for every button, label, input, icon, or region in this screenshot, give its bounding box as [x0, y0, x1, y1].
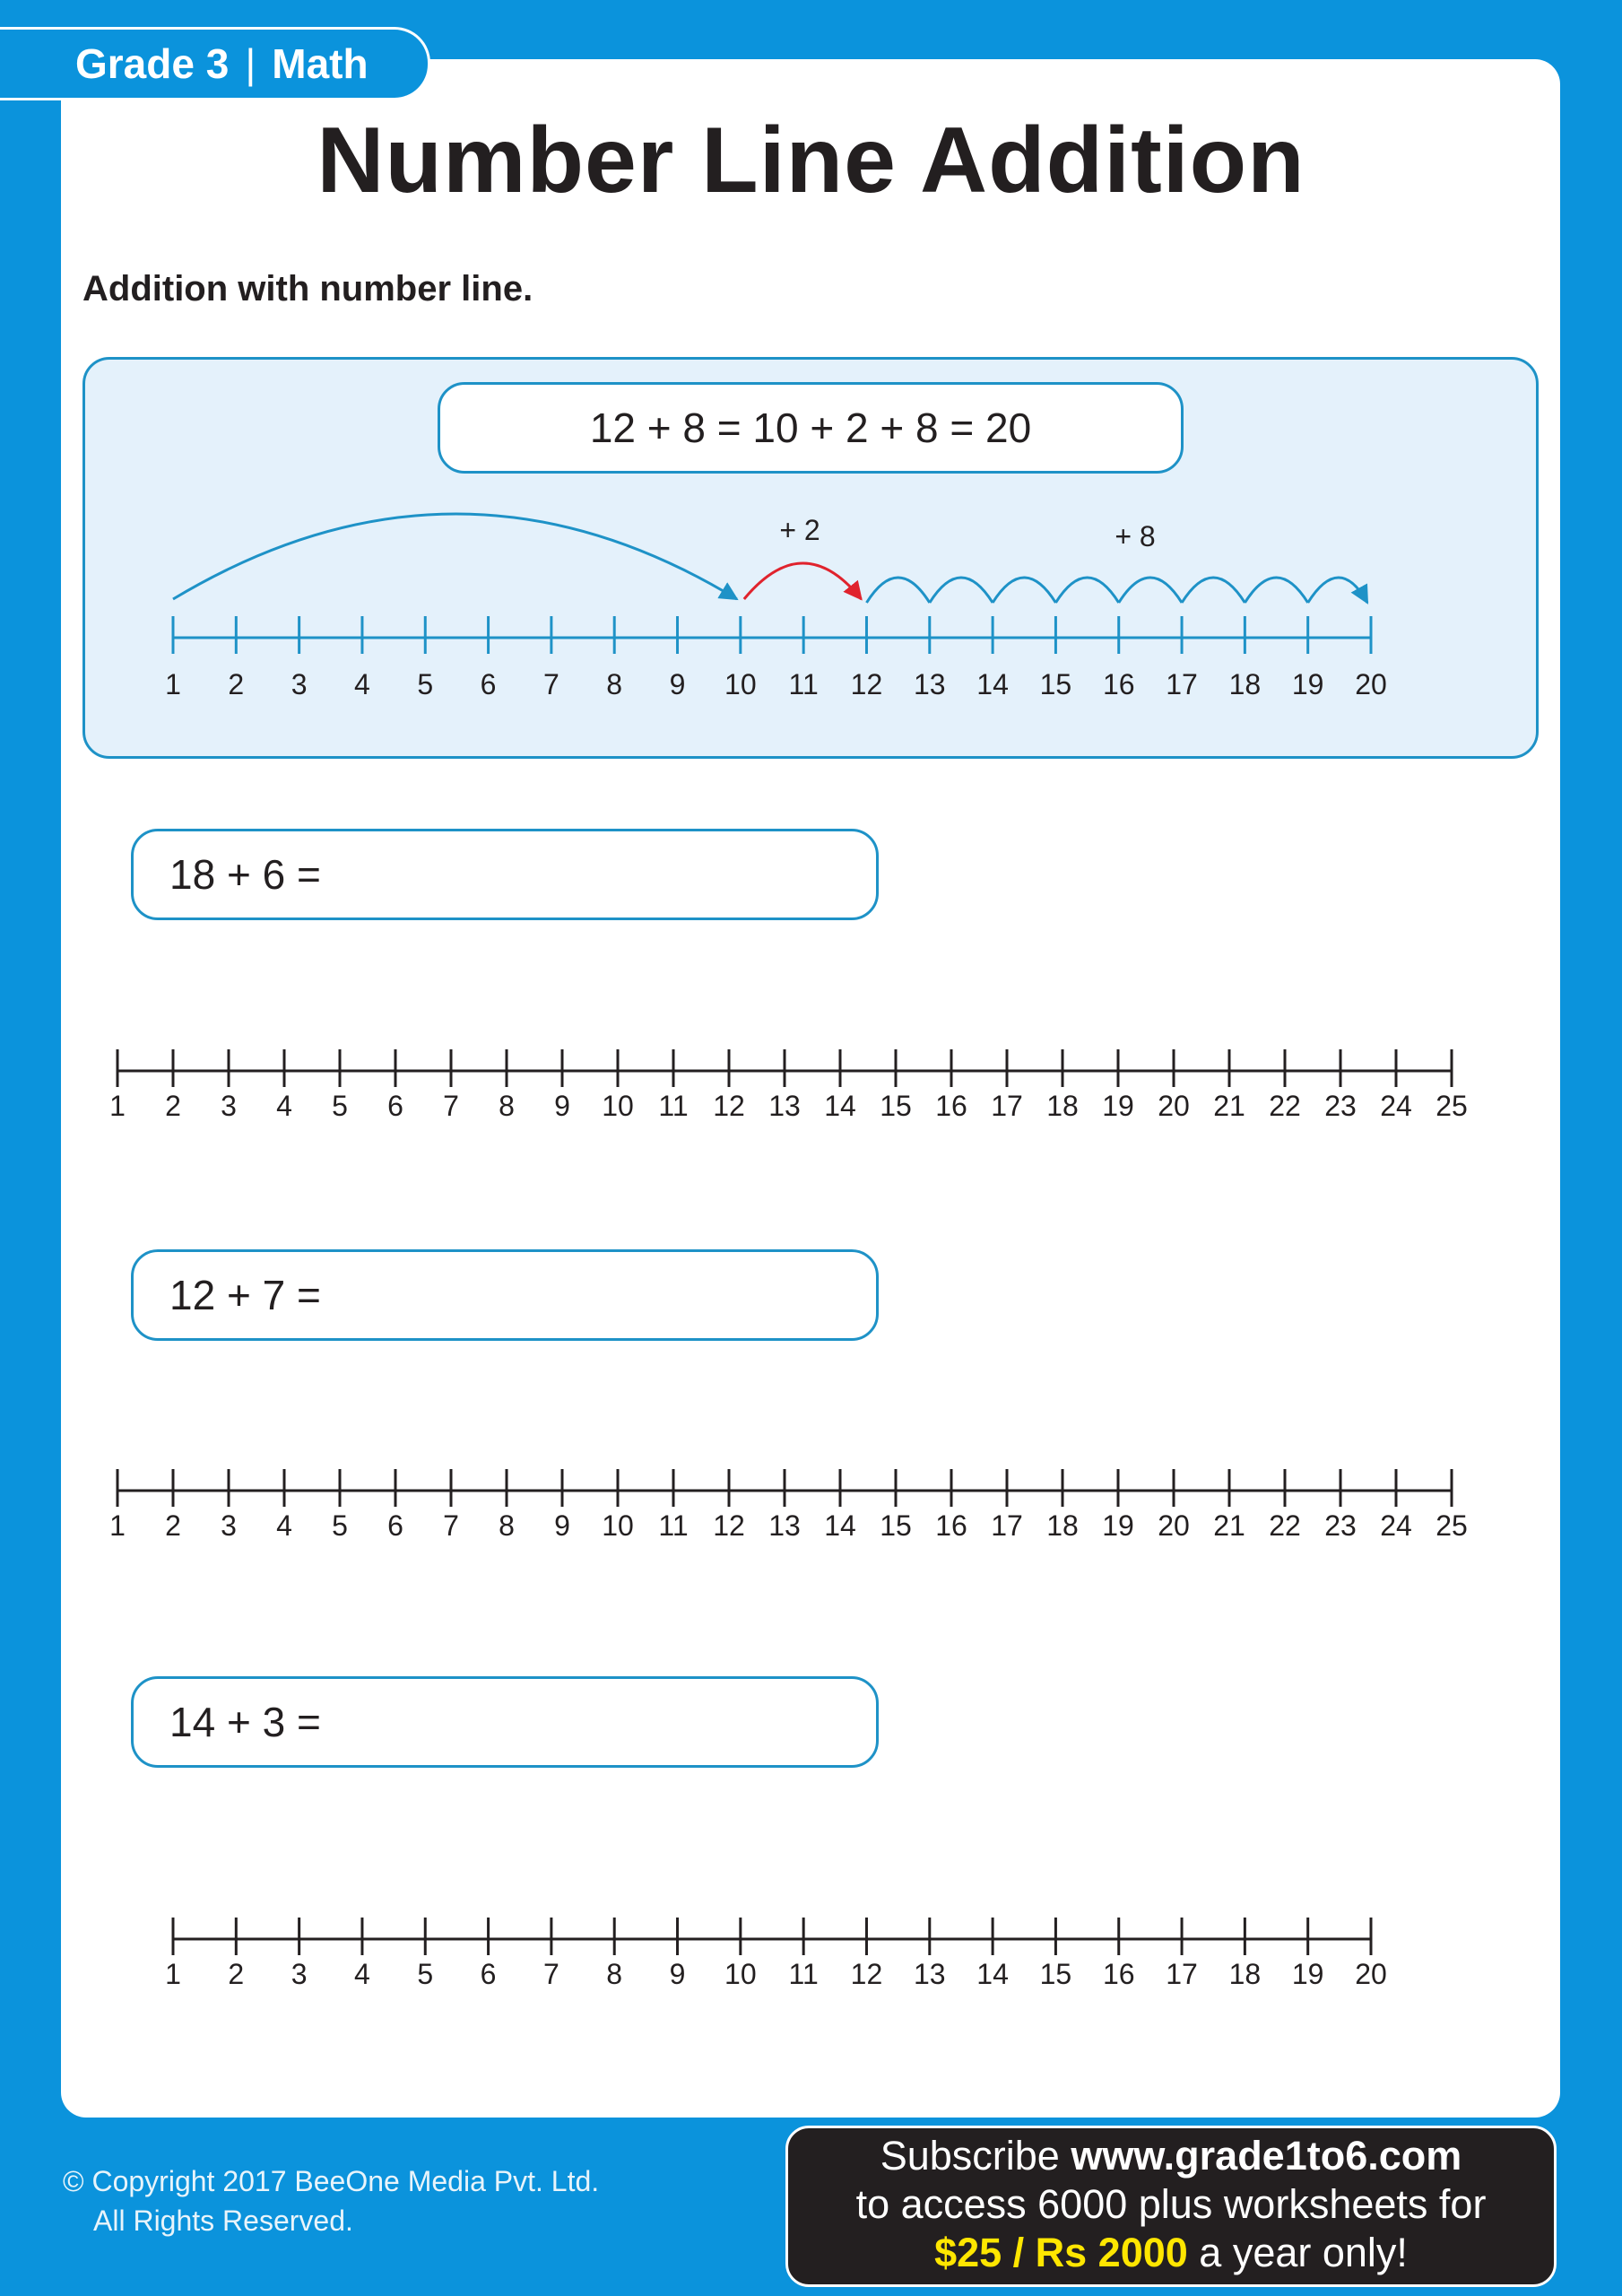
problem-2-box[interactable] [131, 1249, 879, 1341]
problem-3-tick-label-8: 8 [606, 1958, 623, 1990]
example-tick-label-9: 9 [669, 668, 686, 700]
example-tick-label-3: 3 [291, 668, 308, 700]
hop-arc-17-to-18 [1182, 578, 1245, 603]
example-equation: 12 + 8 = 10 + 2 + 8 = 20 [589, 404, 1032, 451]
problem-1-tick-label-16: 16 [935, 1090, 967, 1122]
problem-1-tick-label-19: 19 [1102, 1090, 1134, 1122]
problem-1-tick-label-7: 7 [443, 1090, 459, 1122]
promo-line-1 [788, 2132, 1554, 2180]
problem-3-tick-label-16: 16 [1102, 1958, 1135, 1990]
problem-3-tick-label-7: 7 [542, 1958, 559, 1990]
problem-3-tick-label-9: 9 [669, 1958, 686, 1990]
problem-2-tick-label-20: 20 [1158, 1509, 1190, 1542]
problem-1-tick-label-24: 24 [1380, 1090, 1412, 1122]
example-tick-label-17: 17 [1166, 668, 1198, 700]
problem-1-tick-label-15: 15 [880, 1090, 912, 1122]
problem-1-tick-label-5: 5 [332, 1090, 348, 1122]
problem-1-tick-label-3: 3 [221, 1090, 237, 1122]
hop-arc-16-to-17 [1119, 578, 1182, 603]
copyright-notice [63, 2161, 599, 2240]
problem-1-tick-label-22: 22 [1269, 1090, 1301, 1122]
problem-1-tick-label-6: 6 [387, 1090, 403, 1122]
hop-arc-12-to-13 [866, 578, 929, 603]
subscribe-banner[interactable] [785, 2126, 1557, 2287]
problem-2-number-line [0, 1451, 1622, 1559]
problem-2-tick-label-10: 10 [602, 1509, 634, 1542]
problem-1-tick-label-20: 20 [1158, 1090, 1190, 1122]
problem-2-tick-label-9: 9 [554, 1509, 570, 1542]
problem-2-tick-label-15: 15 [880, 1509, 912, 1542]
problem-2-tick-label-25: 25 [1436, 1509, 1468, 1542]
promo-price: $25 / Rs 2000 [934, 2230, 1188, 2275]
promo-post-text: a year only! [1187, 2230, 1408, 2275]
problem-1-tick-label-14: 14 [824, 1090, 856, 1122]
example-tick-label-18: 18 [1228, 668, 1262, 700]
jump-label-plus-2: + 2 [779, 514, 820, 546]
problem-3-tick-label-6: 6 [480, 1958, 497, 1990]
problem-1-box[interactable] [131, 829, 879, 920]
hop-arc-18-to-19 [1245, 578, 1307, 603]
problem-3-tick-label-11: 11 [788, 1958, 819, 1990]
problem-3-tick-label-19: 19 [1291, 1958, 1324, 1990]
promo-url[interactable]: www.grade1to6.com [1071, 2133, 1462, 2179]
example-tick-label-6: 6 [480, 668, 497, 700]
problem-2-tick-label-12: 12 [713, 1509, 745, 1542]
problem-3-number-line [0, 1900, 1622, 2007]
hop-arc-13-to-14 [930, 578, 993, 603]
problem-2-tick-label-6: 6 [387, 1509, 403, 1542]
problem-2-tick-label-1: 1 [109, 1509, 126, 1542]
problem-3-tick-label-1: 1 [165, 1958, 181, 1990]
example-tick-label-2: 2 [228, 668, 245, 700]
problem-2-tick-label-5: 5 [332, 1509, 348, 1542]
problem-1-tick-label-23: 23 [1324, 1090, 1357, 1122]
problem-1-tick-label-1: 1 [109, 1090, 126, 1122]
problem-3-tick-label-20: 20 [1355, 1958, 1387, 1990]
problem-3-tick-label-18: 18 [1228, 1958, 1262, 1990]
tab-separator: | [245, 40, 256, 87]
problem-2-tick-label-3: 3 [221, 1509, 237, 1542]
problem-1-tick-label-11: 11 [658, 1090, 689, 1122]
jump-label-plus-8: + 8 [1115, 520, 1156, 552]
problem-2-tick-label-17: 17 [991, 1509, 1023, 1542]
problem-1-tick-label-2: 2 [165, 1090, 181, 1122]
problem-3-tick-label-15: 15 [1039, 1958, 1072, 1990]
problem-1-tick-label-8: 8 [499, 1090, 515, 1122]
problem-3-equation: 14 + 3 = [169, 1699, 321, 1745]
example-tick-label-20: 20 [1355, 668, 1387, 700]
problem-1-equation: 18 + 6 = [169, 851, 321, 898]
problem-3-tick-label-4: 4 [354, 1958, 370, 1990]
jump-arc-10-to-12 [744, 563, 862, 599]
problem-1-tick-label-17: 17 [991, 1090, 1023, 1122]
problem-3-tick-label-14: 14 [976, 1958, 1009, 1990]
problem-1-tick-label-4: 4 [276, 1090, 292, 1122]
subject-label: Math [272, 40, 369, 87]
problem-3-tick-label-2: 2 [228, 1958, 245, 1990]
jump-arc-1-to-10 [173, 514, 737, 599]
example-tick-label-15: 15 [1039, 668, 1072, 700]
example-tick-label-13: 13 [913, 668, 946, 700]
problem-2-tick-label-22: 22 [1269, 1509, 1301, 1542]
example-tick-label-11: 11 [788, 668, 819, 700]
example-tick-label-10: 10 [724, 668, 757, 700]
instruction-text: Addition with number line. [82, 269, 533, 309]
problem-2-tick-label-4: 4 [276, 1509, 292, 1542]
example-tick-label-5: 5 [417, 668, 434, 700]
problem-3-tick-label-17: 17 [1166, 1958, 1198, 1990]
problem-1-tick-label-13: 13 [768, 1090, 801, 1122]
example-tick-label-19: 19 [1291, 668, 1324, 700]
problem-2-tick-label-21: 21 [1213, 1509, 1245, 1542]
problem-3-box[interactable] [131, 1676, 879, 1768]
problem-1-tick-label-21: 21 [1213, 1090, 1245, 1122]
hop-arc-15-to-16 [1055, 578, 1118, 603]
problem-2-tick-label-23: 23 [1324, 1509, 1357, 1542]
problem-3-tick-label-12: 12 [850, 1958, 883, 1990]
problem-3-tick-label-3: 3 [291, 1958, 308, 1990]
problem-2-tick-label-8: 8 [499, 1509, 515, 1542]
example-tick-label-7: 7 [542, 668, 559, 700]
promo-pre-text: Subscribe [880, 2133, 1071, 2179]
problem-2-equation: 12 + 7 = [169, 1272, 321, 1318]
promo-line-2: to access 6000 plus worksheets for [855, 2181, 1487, 2227]
page-title: Number Line Addition [317, 109, 1305, 213]
promo-line-3 [788, 2229, 1554, 2277]
copyright-line-1: © Copyright 2017 BeeOne Media Pvt. Ltd. [63, 2165, 600, 2197]
problem-3-tick-label-13: 13 [913, 1958, 946, 1990]
problem-3-tick-label-10: 10 [724, 1958, 757, 1990]
problem-2-tick-label-18: 18 [1046, 1509, 1079, 1542]
hop-arc-14-to-15 [993, 578, 1055, 603]
problem-1-number-line [0, 1031, 1622, 1139]
copyright-line-2: All Rights Reserved. [93, 2205, 353, 2237]
example-tick-label-8: 8 [606, 668, 623, 700]
example-tick-label-16: 16 [1102, 668, 1135, 700]
problem-2-tick-label-19: 19 [1102, 1509, 1134, 1542]
problem-3-tick-label-5: 5 [417, 1958, 434, 1990]
example-tick-label-4: 4 [354, 668, 370, 700]
hop-arc-19-to-20 [1308, 578, 1367, 603]
problem-1-tick-label-9: 9 [554, 1090, 570, 1122]
problem-1-tick-label-12: 12 [713, 1090, 745, 1122]
problem-2-tick-label-7: 7 [443, 1509, 459, 1542]
problem-2-tick-label-16: 16 [935, 1509, 967, 1542]
problem-1-tick-label-18: 18 [1046, 1090, 1079, 1122]
problem-1-tick-label-10: 10 [602, 1090, 634, 1122]
problem-1-tick-label-25: 25 [1436, 1090, 1468, 1122]
problem-2-tick-label-24: 24 [1380, 1509, 1412, 1542]
example-tick-label-1: 1 [165, 668, 181, 700]
example-tick-label-14: 14 [976, 668, 1009, 700]
problem-2-tick-label-2: 2 [165, 1509, 181, 1542]
problem-2-tick-label-13: 13 [768, 1509, 801, 1542]
grade-label: Grade 3 [75, 40, 230, 87]
example-tick-label-12: 12 [850, 668, 883, 700]
problem-2-tick-label-11: 11 [658, 1509, 689, 1542]
problem-2-tick-label-14: 14 [824, 1509, 856, 1542]
example-number-line [0, 0, 1622, 807]
